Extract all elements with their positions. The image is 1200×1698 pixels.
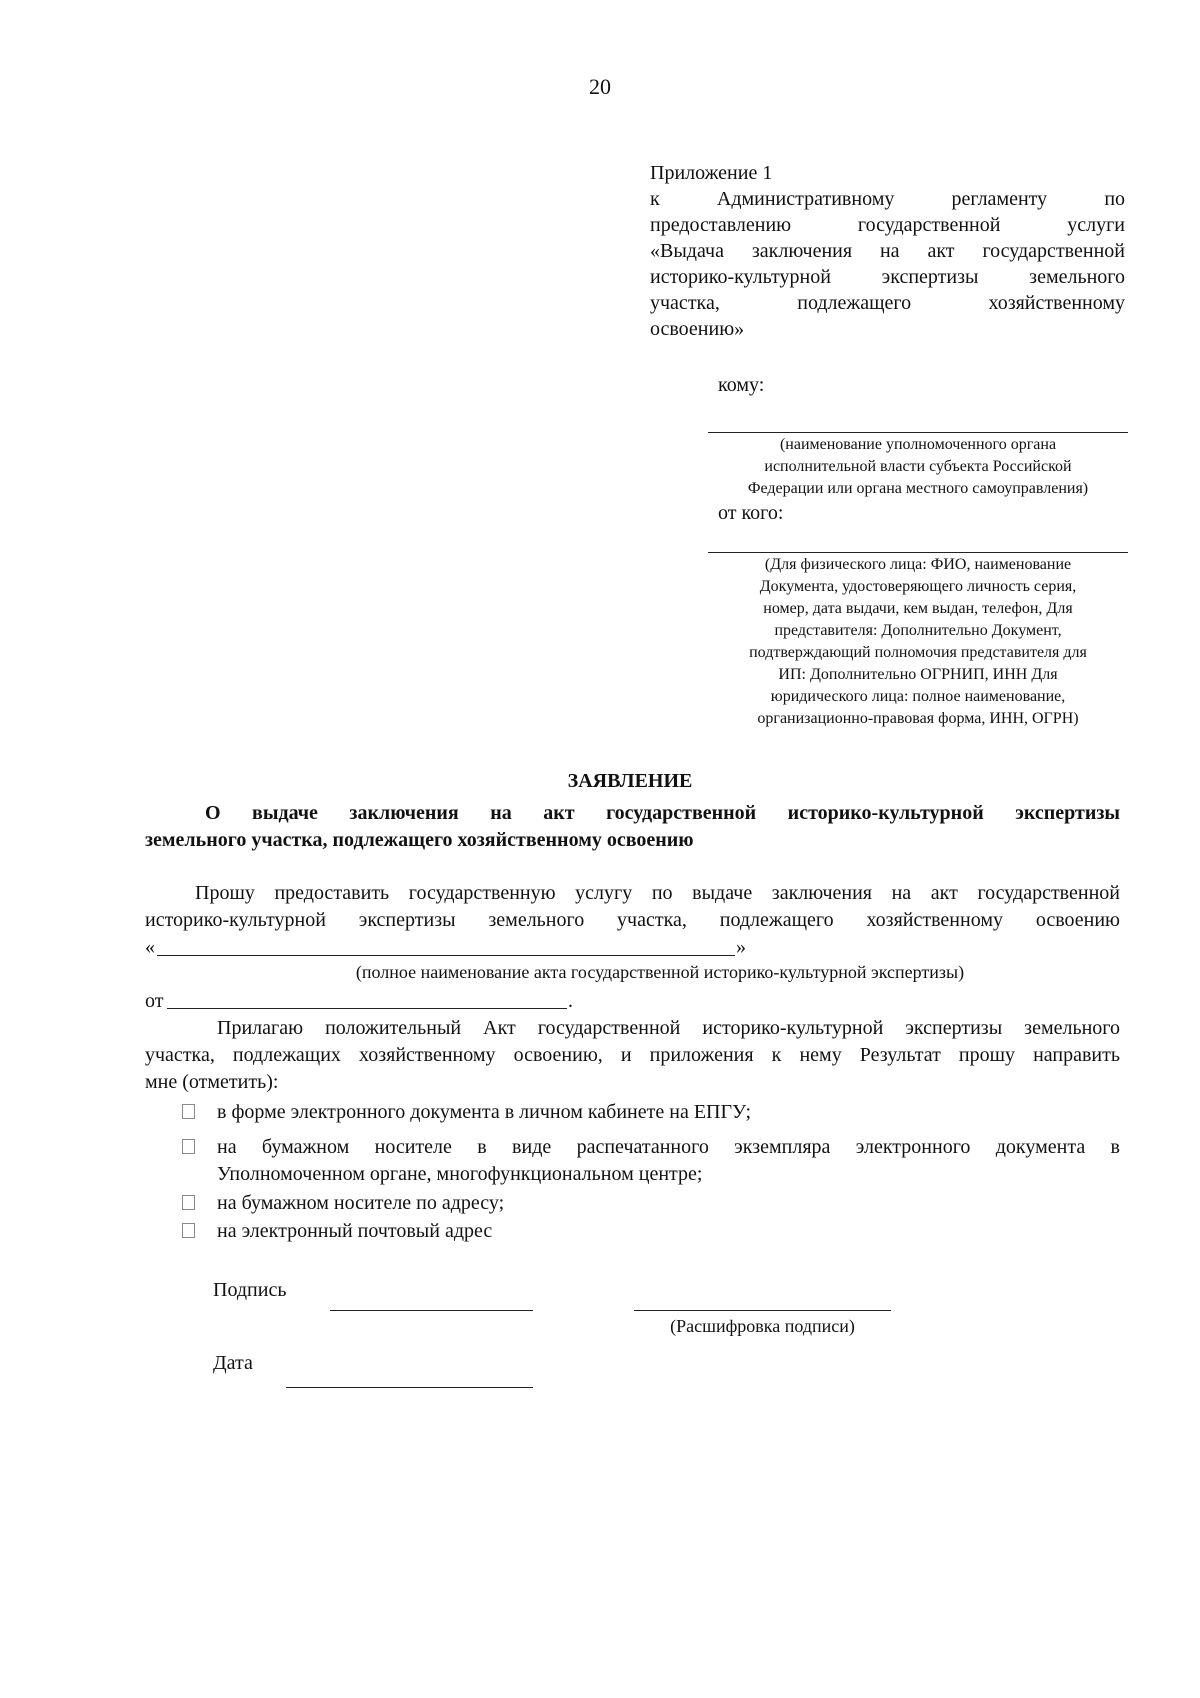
from-short-end: .: [568, 990, 573, 1012]
quote-close: »: [736, 936, 746, 958]
option-label: в форме электронного документа в личном кабинете на ЕПГУ;: [217, 1101, 751, 1123]
appendix-line: участка, подлежащего хозяйственному: [650, 292, 1126, 314]
option-checkbox[interactable]: [182, 1195, 195, 1215]
from-hint: (Для физического лица: ФИО, наименование Документа, удостоверяющего личность серия, номер, дата выдачи, кем выдан, телефон, Для представителя: Дополнительно Документ, подтверждающий полномочия представителя для ИП: Дополнительно ОГРНИП, ИНН Для юридического лица: полное наименование, организационно-правовая форма, ИНН, ОГРН): [749, 556, 1087, 727]
appendix-line: к Административному регламенту по: [650, 188, 1126, 210]
appendix-header: [650, 160, 1125, 342]
checkbox-icon: [182, 1195, 195, 1210]
attach-line: участка, подлежащих хозяйственному освоению, и приложения к нему Результат прошу направить: [145, 1044, 1120, 1066]
appendix-line: предоставлению государственной услуги: [650, 214, 1125, 236]
option-checkbox[interactable]: [182, 1139, 195, 1159]
checkbox-icon: [182, 1139, 195, 1154]
request-line: историко-культурной экспертизы земельного участка, подлежащего хозяйственному освоению: [145, 909, 1120, 931]
checkbox-icon: [182, 1223, 195, 1238]
from-short-field-line[interactable]: [167, 1008, 567, 1009]
option-label: на бумажном носителе в виде распечатанного экземпляра электронного документа в: [217, 1136, 1120, 1158]
appendix-line: «Выдача заключения на акт государственной: [650, 240, 1125, 262]
date-field-line[interactable]: [286, 1387, 533, 1388]
signature-decode-field-line[interactable]: [634, 1310, 891, 1311]
attach-line: Прилагаю положительный Акт государственной историко-культурной экспертизы земельного: [217, 1017, 1120, 1039]
attach-line: мне (отметить):: [145, 1071, 279, 1093]
request-line: Прошу предоставить государственную услугу по выдаче заключения на акт государственной: [195, 882, 1120, 904]
signature-decode-hint: (Расшифровка подписи): [670, 1316, 855, 1336]
quote-open: «: [145, 936, 155, 958]
checkbox-icon: [182, 1104, 195, 1119]
appendix-line: историко-культурной экспертизы земельного: [650, 266, 1125, 288]
to-hint: (наименование уполномоченного органа исполнительной власти субъекта Российской Федерации или органа местного самоуправления): [747, 436, 1089, 497]
option-checkbox[interactable]: [182, 1104, 195, 1124]
signature-field-line[interactable]: [330, 1310, 533, 1311]
appendix-line: Приложение 1: [650, 162, 773, 184]
option-label: Уполномоченном органе, многофункциональном центре;: [217, 1163, 703, 1185]
option-label: на электронный почтовый адрес: [217, 1220, 493, 1242]
from-field-line[interactable]: [708, 552, 1128, 553]
appendix-line: освоению»: [650, 318, 745, 340]
act-name-field-line[interactable]: [157, 955, 735, 956]
signature-label: Подпись: [213, 1279, 287, 1301]
option-checkbox[interactable]: [182, 1223, 195, 1243]
act-name-hint: (полное наименование акта государственной историко-культурной экспертизы): [355, 962, 965, 982]
option-label: на бумажном носителе по адресу;: [217, 1192, 505, 1214]
date-label: Дата: [213, 1352, 253, 1374]
to-field-line[interactable]: [708, 432, 1128, 433]
page-number: 20: [589, 74, 611, 99]
from-short-label: от: [145, 990, 164, 1012]
to-label: кому:: [718, 374, 765, 396]
from-label: от кого:: [718, 502, 784, 524]
document-subtitle: О выдаче заключения на акт государственной историко-культурной экспертизы земельного участка, подлежащего хозяйственному освоению: [145, 802, 1120, 851]
document-title: ЗАЯВЛЕНИЕ: [567, 770, 693, 792]
